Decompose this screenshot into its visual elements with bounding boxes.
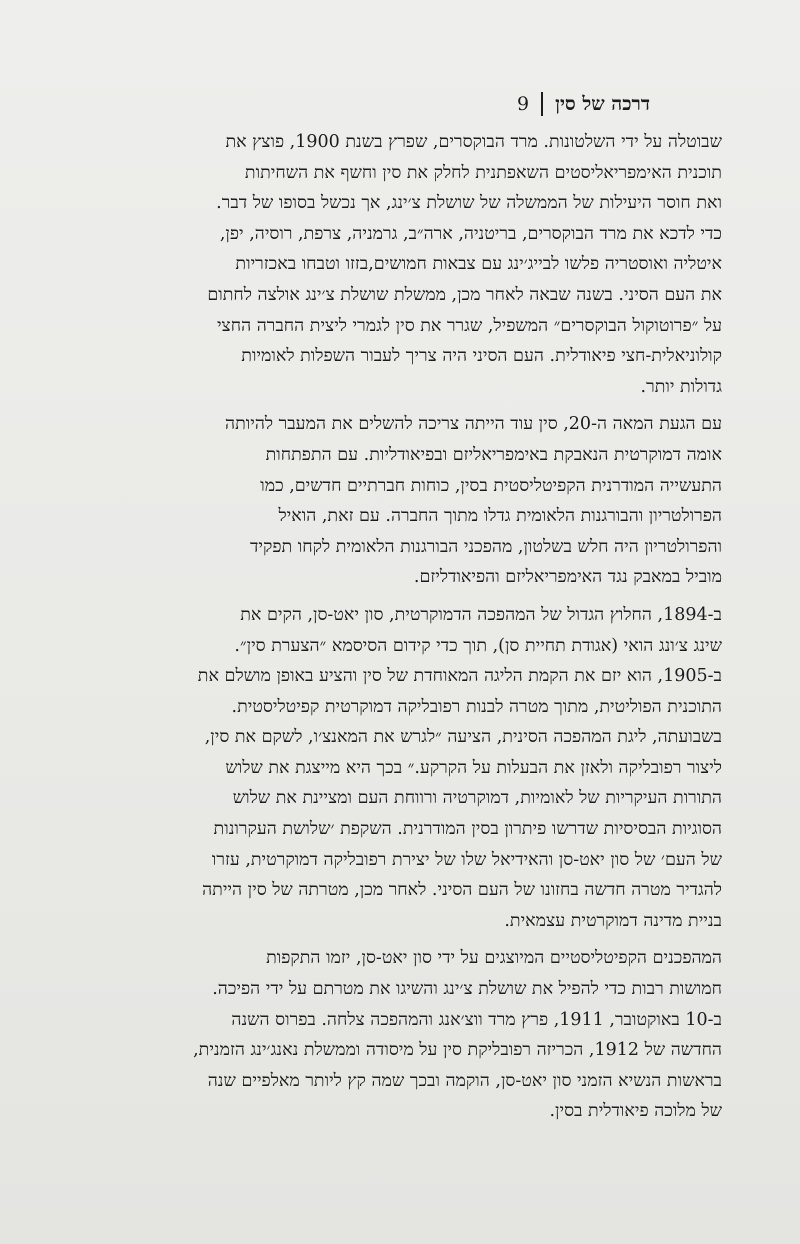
text-line: איטליה ואוסטריה פלשו לבייג׳ינג עם צבאות חמושים,בזזו וטבחו באכזריות xyxy=(235,254,722,275)
text-line: התעשייה המודרנית הקפיטליסטית בסין, כוחות חברתיים חדשים, כמו xyxy=(260,475,722,496)
body-text xyxy=(90,127,722,1134)
text-line: להגדיר מטרה חדשה בחזונו של העם הסיני. לאחר מכן, מטרתה של סין הייתה xyxy=(202,880,722,901)
running-head xyxy=(517,92,650,116)
text-line: התוכנית הפוליטית, מתוך מטרה לבנות רפובליקה דמוקרטית קפיטליסטית. xyxy=(231,696,722,717)
text-line: ב-10 באוקטובר, 1911, פרץ מרד ווצ׳אנג והמהפכה צלחה. בפרוס השנה xyxy=(231,1009,722,1030)
text-line: תוכנית האימפריאליסטים השאפתנית לחלק את סין וחשף את השחיתות xyxy=(244,162,722,183)
text-line: של העם׳ של סון יאט-סן והאידיאל שלו של יצירת רפובליקה דמוקרטית, עזרו xyxy=(211,849,722,870)
text-line: ב-1905, הוא יזם את הקמת הליגה המאוחדת של סין והציע באופן מושלם את xyxy=(197,666,722,687)
text-line: עם הגעת המאה ה-20, סין עוד הייתה צריכה להשלים את המעבר להיותה xyxy=(225,414,722,435)
text-line: שינג צ׳ונג הואי (אגודת תחיית סן), תוך כדי קידום הסיסמא ״הצערת סין״. xyxy=(234,635,722,656)
text-line: אומה דמוקרטית הנאבקת באימפריאליזם ובפיאודליות. עם התפתחות xyxy=(265,444,722,465)
page-number: 9 xyxy=(517,93,530,115)
paragraph-2 xyxy=(90,409,722,593)
text-line: בניית מדינה דמוקרטית עצמאית. xyxy=(504,910,722,931)
paragraph-3 xyxy=(90,600,722,937)
text-line: מוביל במאבק נגד האימפריאליזם והפיאודליזם. xyxy=(413,567,722,588)
text-line: ב-1894, החלוץ הגדול של המהפכה הדמוקרטית, סון יאט-סן, הקים את xyxy=(240,604,722,625)
text-line: החדשה של 1912, הכריזה רפובליקת סין על מיסודה וממשלת נאנג׳ינג הזמנית, xyxy=(193,1040,722,1061)
text-line: והפרולטריון היה חלש בשלטון, מהפכני הבורגנות הלאומית לקחו תפקיד xyxy=(250,536,722,557)
text-line: על ״פרוטוקול הבוקסרים״ המשפיל, שגרר את סין לגמרי ליצית החברה החצי xyxy=(216,315,722,336)
text-line: בשבועתה, ליגת המהפכה הסינית, הציעה ״לגרש את המאנצ׳ו, לשקם את סין, xyxy=(204,727,722,748)
text-line: שבוטלה על ידי השלטונות. מרד הבוקסרים, שפרץ בשנת 1900, פוצץ את xyxy=(225,132,722,152)
text-line: התורות העיקריות של לאומיות, דמוקרטיה ורווחת העם ומציינת את שלוש xyxy=(232,788,722,809)
paragraph-4 xyxy=(90,943,722,1127)
header-divider xyxy=(541,92,543,116)
paragraph-1 xyxy=(90,127,722,402)
text-line: הפרולטריון והבורגנות הלאומית גדלו מתוך החברה. עם זאת, הואיל xyxy=(278,506,722,527)
text-line: המהפכנים הקפיטליסטיים המיוצגים על ידי סון יאט-סן, יזמו התקפות xyxy=(266,948,722,969)
text-line: קולוניאלית-חצי פיאודלית. העם הסיני היה צריך לעבור השפלות לאומיות xyxy=(241,346,722,367)
text-line: בראשות הנשיא הזמני סון יאט-סן, הוקמה ובכך שמה קץ ליותר מאלפיים שנה xyxy=(207,1070,722,1091)
text-line: הסוגיות הבסיסיות שדרשו פיתרון בסין המודרנית. השקפת ׳שלושת העקרונות xyxy=(213,819,722,840)
text-line: חמושות רבות כדי להפיל את שושלת צ׳ינג והשיגו את מטרתם על ידי הפיכה. xyxy=(212,979,722,1000)
text-line: ואת חוסר היעילות של הממשלה של שושלת צ׳ינג, אך נכשל בסופו של דבר. xyxy=(216,193,722,214)
text-line: של מלוכה פיאודלית בסין. xyxy=(549,1101,722,1122)
text-line: גדולות יותר. xyxy=(640,376,722,397)
text-line: את העם הסיני. בשנה שבאה לאחר מכן, ממשלת שושלת צ׳ינג אולצה לחתום xyxy=(207,284,722,305)
book-title: דרכה של סין xyxy=(555,92,650,115)
text-line: ליצור רפובליקה ולאזן את הבעלות על הקרקע.״ בכך היא מייצגת את שלוש xyxy=(225,757,722,778)
text-line: כדי לדכא את מרד הבוקסרים, בריטניה, ארה״ב, גרמניה, צרפת, רוסיה, יפן, xyxy=(219,223,722,244)
